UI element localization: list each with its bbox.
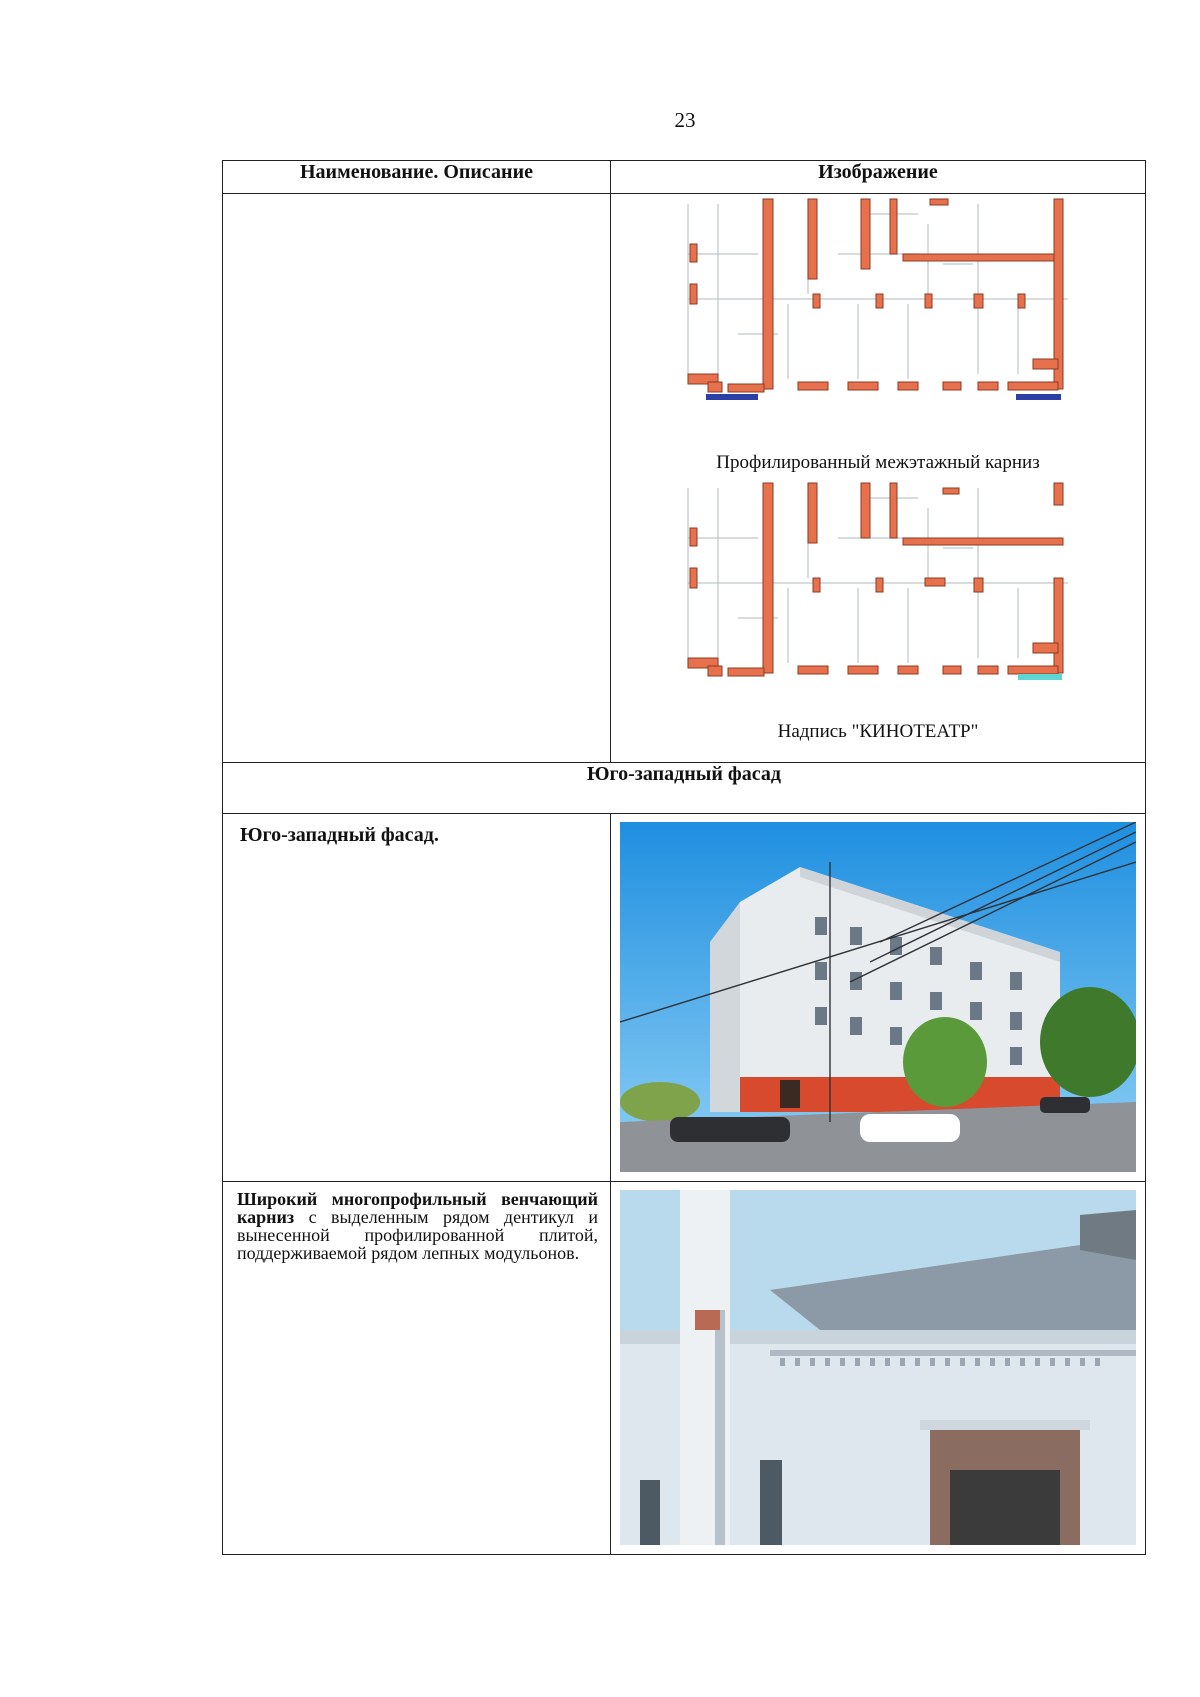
cornice-description bbox=[237, 1190, 598, 1262]
header-image: Изображение bbox=[611, 161, 1146, 194]
cornice-description-text: с выделенным рядом дентикул и вынесенной профилированной плитой, поддерживаемой рядом лепных модульонов. bbox=[237, 1207, 598, 1263]
cornice-description-bold: Широкий многопрофильный венчающий карниз bbox=[237, 1189, 598, 1227]
page-number: 23 bbox=[674, 108, 696, 132]
cornice-row bbox=[223, 1182, 1146, 1555]
caption-cinema-sign: Надпись "КИНОТЕАТР" bbox=[777, 721, 979, 742]
table-header-row bbox=[223, 161, 1146, 194]
header-name-description: Наименование. Описание bbox=[223, 161, 611, 194]
description-table bbox=[222, 160, 1146, 1555]
floor-plan-cinema-sign bbox=[678, 478, 1078, 693]
section-row-southwest bbox=[223, 763, 1146, 814]
plan-row-empty-cell bbox=[223, 194, 611, 763]
floor-plan-cornice bbox=[678, 194, 1078, 414]
facade-description-cell bbox=[223, 814, 611, 1182]
cornice-photo-cell bbox=[611, 1182, 1146, 1555]
cornice-photo bbox=[620, 1190, 1136, 1545]
plan-images-cell bbox=[611, 194, 1146, 763]
facade-photo-cell bbox=[611, 814, 1146, 1182]
plan-row bbox=[223, 194, 1146, 763]
cornice-description-cell bbox=[223, 1182, 611, 1555]
building-facade-photo bbox=[620, 822, 1136, 1172]
facade-title: Юго-западный фасад. bbox=[240, 824, 439, 846]
facade-row bbox=[223, 814, 1146, 1182]
section-title-southwest: Юго-западный фасад bbox=[223, 763, 1146, 814]
caption-cornice: Профилированный межэтажный карниз bbox=[716, 452, 1040, 473]
